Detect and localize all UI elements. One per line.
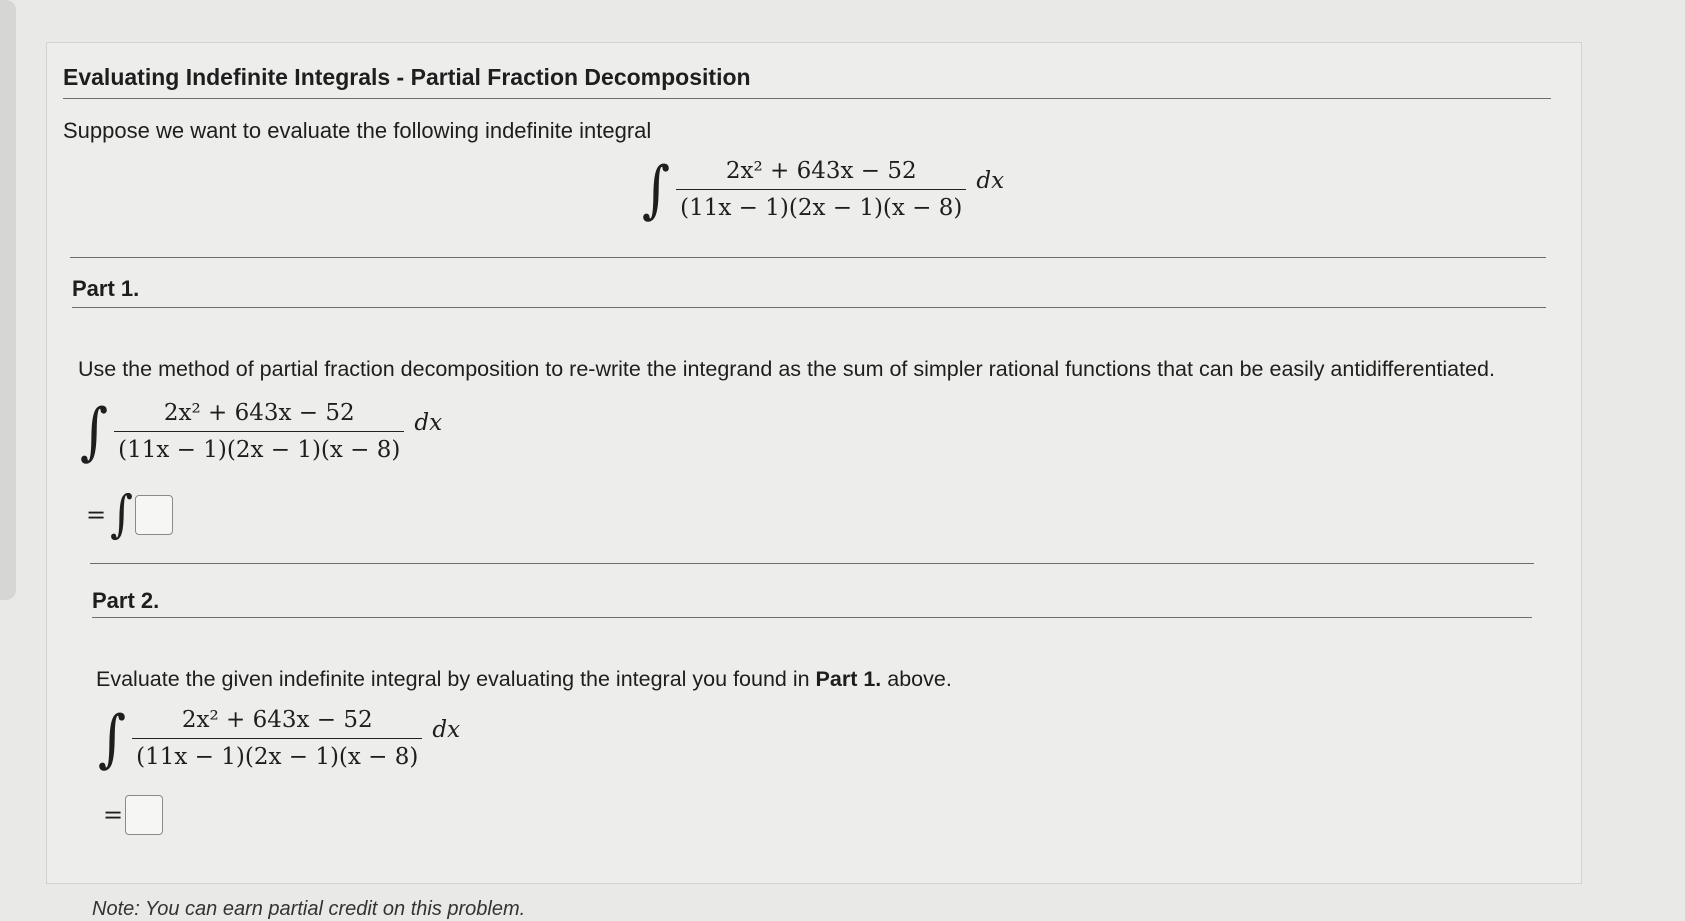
part2-instruction-bold: Part 1.: [815, 667, 882, 691]
part2-integral: [98, 701, 461, 775]
title-divider: [63, 98, 1551, 99]
integral-sign: ∫: [80, 394, 109, 468]
integrand-numerator: 2x² + 643x − 52: [181, 707, 373, 733]
integral-sign: ∫: [110, 485, 134, 544]
part1-instruction: Use the method of partial fraction decomposition to re-write the integrand as the sum of simpler rational functions that can be easily antidifferentiated.: [78, 357, 1495, 381]
partial-credit-note: Note: You can earn partial credit on this problem.: [92, 898, 526, 920]
part2-answer-input[interactable]: [125, 795, 163, 835]
part2-instruction: [96, 667, 952, 692]
integrand-fraction: [676, 158, 966, 221]
integral-sign: ∫: [98, 701, 127, 775]
fraction-bar: [114, 431, 404, 432]
integrand-denominator: (11x − 1)(2x − 1)(x − 8): [136, 744, 419, 770]
part1-label: Part 1.: [72, 276, 140, 301]
integral-sign: ∫: [642, 152, 671, 226]
equals-sign: =: [103, 801, 124, 829]
fraction-bar: [132, 738, 422, 739]
part2-instruction-start: Evaluate the given indefinite integral by evaluating the integral you found in: [96, 667, 816, 691]
part2-divider: [92, 617, 1532, 618]
integrand-numerator: 2x² + 643x − 52: [163, 400, 355, 426]
part1-answer-row: [86, 485, 173, 544]
part2-instruction-end: above.: [881, 667, 952, 691]
integrand-denominator: (11x − 1)(2x − 1)(x − 8): [680, 195, 963, 221]
part2-label: Part 2.: [92, 588, 160, 613]
part1-answer-input[interactable]: [135, 495, 173, 535]
integrand-fraction: [132, 707, 422, 770]
part1-integral: [80, 394, 443, 468]
differential: dx: [432, 716, 461, 743]
differential: dx: [414, 409, 443, 436]
integrand-numerator: 2x² + 643x − 52: [725, 158, 917, 184]
equals-sign: =: [86, 501, 107, 529]
fraction-bar: [676, 189, 966, 190]
part1-end-divider: [90, 563, 1534, 564]
differential: dx: [976, 167, 1005, 194]
integrand-denominator: (11x − 1)(2x − 1)(x − 8): [118, 437, 401, 463]
intro-divider: [70, 257, 1546, 258]
main-integral: [642, 152, 1005, 226]
part1-divider: [72, 307, 1546, 308]
part2-answer-row: [103, 795, 163, 835]
side-tab: [0, 0, 16, 600]
problem-title: Evaluating Indefinite Integrals - Partial Fraction Decomposition: [63, 64, 751, 90]
integrand-fraction: [114, 400, 404, 463]
intro-text: Suppose we want to evaluate the following indefinite integral: [63, 118, 652, 143]
